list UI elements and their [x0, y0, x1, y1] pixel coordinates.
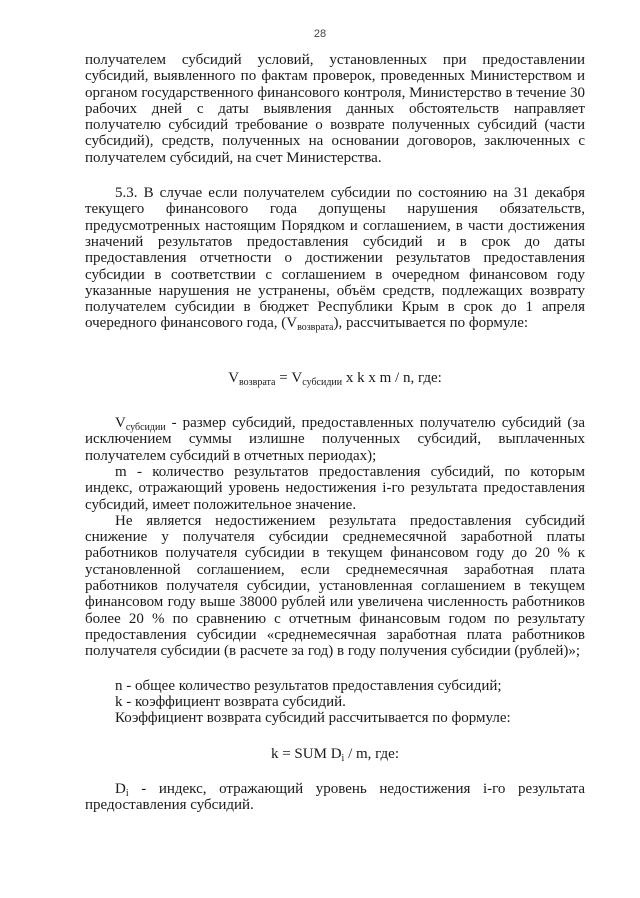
formula-equals: = V — [275, 369, 303, 386]
definition-d-text: - индекс, отражающий уровень недостижения i-го результата предоставления субсидий. — [85, 780, 585, 813]
paragraph-5-3-text: 5.3. В случае если получателем субсидии по состоянию на 31 декабря текущего финансового года допущены нарушения обязательств, предусмотренных настоящим Порядком и соглашением, в части достижения значений результатов предоставления субсидий и в срок до даты предоставления отчетности о достижении результатов предоставления субсидии в соответствии с соглашением в очередном финансовом году указанные нарушения не устранены, объём средств, подлежащих возврату получателем субсидии в бюджет Республики Крым в срок до 1 апреля очередного финансового года, (V — [85, 185, 585, 332]
definition-k: k - коэффициент возврата субсидий. — [115, 693, 346, 710]
formula-v-vozvrata — [85, 370, 585, 386]
definition-v-text: - размер субсидий, предоставленных получателю субсидий (за исключением суммы излишне полученных субсидий, выплаченных получателем субсидий в отчетных периодах); — [85, 415, 585, 464]
formula-k — [85, 746, 585, 765]
formula-sub-subsidii: субсидии — [302, 376, 343, 388]
definition-d-subscript: i — [125, 787, 129, 799]
definition-n: n - общее количество результатов предоставления субсидий; — [115, 677, 502, 694]
definition-v-subscript: субсидии — [125, 422, 166, 434]
formula-rest: x k x m / n, где: — [342, 369, 442, 386]
formula-k-post: / m, где: — [344, 746, 400, 763]
document-body — [85, 52, 585, 813]
paragraph-not-underachievement: Не является недостижением результата предоставления субсидий снижение у получателя субсидии среднемесячной заработной платы работников получателя субсидии в текущем финансовом году до 20 % к установленной соглашением, если среднемесячная заработная плата работников получателя субсидии, установленная соглашением в текущем финансовом году выше 38000 рублей или увеличена численность работников более 20 % по сравнению с отчетным финансовым годом по результату предоставления субсидии «среднемесячная заработная плата работников получателя субсидии (в расчете за год) в году получения субсидии (рублей)»; — [85, 512, 585, 660]
formula-v-symbol: V — [228, 369, 240, 386]
formula-sub-vozvrata: возврата — [239, 376, 276, 388]
definition-d-symbol: D — [115, 780, 126, 797]
k-formula-intro: Коэффициент возврата субсидий рассчитывается по формуле: — [115, 710, 511, 727]
definition-d — [85, 781, 585, 814]
paragraph-5-3 — [85, 185, 585, 332]
formula-k-pre: k = SUM D — [270, 746, 342, 763]
definition-v-symbol: V — [115, 415, 126, 432]
page-number: 28 — [313, 28, 327, 40]
definition-v-subsidii — [85, 415, 585, 464]
subscript-vozvrata: возврата — [297, 322, 334, 334]
formula-k-subscript: i — [341, 753, 345, 765]
paragraph-5-3-tail: ), рассчитывается по формуле: — [333, 315, 529, 332]
paragraph-continuation: получателем субсидий условий, установленных при предоставлении субсидий, выявленного по фактам проверок, проведенных Министерством и органом государственного финансового контроля, Министерство в течение 30 рабочих дней с даты выявления данных обстоятельств направляет получателю субсидий требование о возврате полученных субсидий (части субсидий), средств, полученных на основании договоров, заключенных с получателем субсидий, на счет Министерства. — [85, 52, 585, 166]
definition-m: m - количество результатов предоставления субсидий, по которым индекс, отражающий уровень недостижения i-го результата предоставления субсидий, имеет положительное значение. — [85, 463, 585, 513]
